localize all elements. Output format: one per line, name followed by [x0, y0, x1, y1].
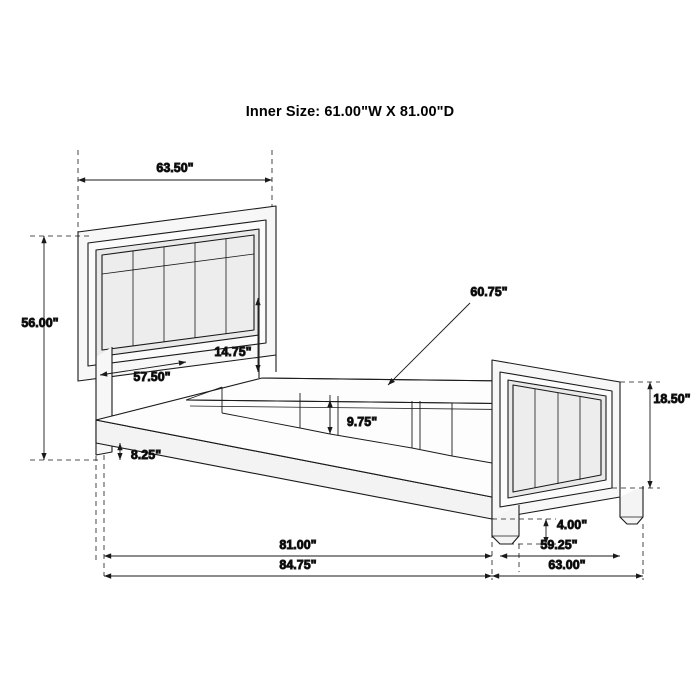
dim-label-foot-width-outer: 63.00" [548, 558, 586, 572]
dim-leader-side-rail [388, 303, 470, 385]
dim-label-length-inner: 81.00" [279, 538, 317, 552]
dim-label-foot-width-inner: 59.25" [540, 538, 578, 552]
dim-label-length-outer: 84.75" [279, 558, 317, 572]
dim-label-foot-leg: 4.00" [556, 518, 588, 532]
dim-label-headboard-height: 56.00" [21, 316, 59, 330]
dim-label-rail-height: 8.25" [130, 448, 162, 462]
dim-label-panel-width: 57.50" [133, 370, 171, 384]
dim-label-panel-drop: 14.75" [214, 345, 252, 359]
page-title: Inner Size: 61.00"W X 81.00"D [245, 104, 455, 120]
footboard [492, 360, 643, 544]
dim-label-side-rail: 60.75" [470, 285, 508, 299]
dim-label-slat-height: 9.75" [346, 415, 378, 429]
dim-label-headboard-width: 63.50" [156, 161, 194, 175]
dim-label-footpanel-height: 18.50" [653, 392, 691, 406]
